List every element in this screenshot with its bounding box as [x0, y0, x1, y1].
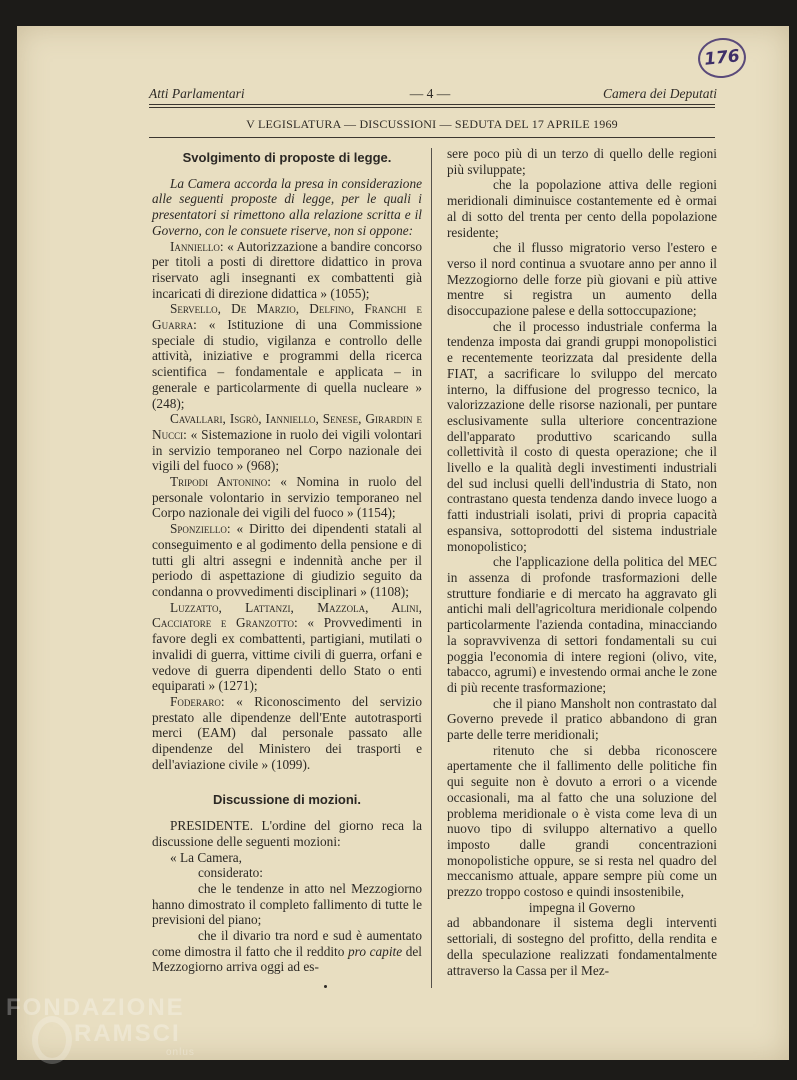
- proposal-text: : « Diritto dei dipendenti statali al conseguimento e al godimento della pensione e di tutti gli altri assegni e indennità anche per il periodo di aspettazione di giudizio seguito da condanna o provvedimenti disciplinari » (1108);: [152, 521, 422, 599]
- stamp-number: 176: [703, 46, 741, 70]
- proposal-item: [152, 301, 422, 411]
- proposal-authors: Ianniello: [170, 238, 220, 254]
- intro-paragraph: La Camera accorda la presa in considerazione alle seguenti proposte di legge, per le quali i presentatori si rimettono alla relazione scritta e il Governo, con le consuete riserve, non si oppone:: [152, 175, 422, 238]
- proposal-authors: Luzzatto, Lattanzi, Mazzola, Alini, Cacciatore e Granzotto: [152, 599, 422, 631]
- proposal-text: : « Sistemazione in ruolo dei vigili volontari in servizio temporaneo nel Corpo nazionale dei vigili del fuoco » (968);: [152, 426, 422, 474]
- watermark-line: onlus: [166, 1047, 195, 1058]
- proposal-item: [152, 521, 422, 600]
- motion-opening: « La Camera,: [170, 849, 242, 865]
- motion-considerato: considerato:: [198, 865, 263, 881]
- proposal-authors: Cavallari, Isgrò, Ianniello, Senese, Girardin e Nucci: [152, 411, 422, 442]
- right-column: [447, 146, 717, 978]
- motion-paragraph: [152, 928, 422, 975]
- proposal-text: : « Nomina in ruolo del personale volontario in servizio temporaneo nel Corpo nazionale dei vigili del fuoco » (1154);: [152, 474, 422, 521]
- header-rule: [149, 104, 715, 105]
- motion-paragraph: ad abbandonare il sistema degli interventi settoriali, di sostegno del profitto, della rendita e della speculazione realizzati fondamentalmente attraverso la Cassa per il Mez-: [447, 915, 717, 978]
- left-column: [152, 146, 422, 975]
- watermark-line: FONDAZIONE: [6, 994, 185, 1021]
- motion-commitment: impegna il Governo: [528, 899, 636, 915]
- header-right: Camera dei Deputati: [603, 86, 717, 101]
- header-rule: [149, 107, 715, 108]
- motion-paragraph: sere poco più di un terzo di quello delle regioni più sviluppate;: [447, 146, 717, 177]
- proposal-text: : « Riconoscimento del servizio prestato alle dipendenze dell'Ente autotrasporti merci (EAM) dal personale passato alle dipendenze del Ministero dei trasporti e dell'aviazione civile » (1099).: [152, 693, 422, 772]
- motion-paragraph: che il processo industriale conferma la tendenza imposta dai grandi gruppi monopolistici e recentemente teorizzata dal presidente della FIAT, a sacrificare lo sviluppo del mercato interno, la diffusione del progresso tecnico, la valorizzazione delle risorse nazionali, per puntare esclusivamente sulla ulteriore concentrazione dell'apparato produttivo scaricando sulla collettività il costo di questa operazione; che il livello e la qualità degli investimenti industriali del sud inclusi quelli dell'industria di Stato, non contrastano questa tendenza dando invece luogo a fatti industriali isolati, privi di propria capacità espansiva, sottoprodotti del sistema industriale monopolistico;: [447, 318, 717, 554]
- motion-paragraph: che le tendenze in atto nel Mezzogiorno hanno dimostrato il completo fallimento di tutte le previsioni del piano;: [152, 880, 422, 928]
- proposal-authors: Servello, De Marzio, Delfino, Franchi e Guarra: [152, 301, 422, 333]
- motion-paragraph: che il piano Mansholt non contrastato dal Governo prevede il pratico abbandono di gran parte delle terre meridionali;: [447, 695, 717, 743]
- motion-paragraph: che il flusso migratorio verso l'estero e verso il nord continua a svuotare anno per anno il Mezzogiorno delle forze più giovani e più attive mentre si registra un aumento della disoccupazione palese e della sottoccupazione;: [447, 240, 717, 319]
- session-line: V LEGISLATURA — DISCUSSIONI — SEDUTA DEL 17 APRILE 1969: [246, 117, 618, 131]
- motion-text: che il divario tra nord e sud è aumentato come dimostra il fatto che il reddito: [152, 928, 422, 959]
- proposal-authors: Foderaro: [170, 693, 221, 709]
- session-rule: [149, 137, 715, 138]
- proposal-item: [152, 411, 422, 474]
- proposal-item: [152, 694, 422, 773]
- proposal-authors: Tripodi Antonino: [170, 474, 268, 490]
- proposal-item: [152, 600, 422, 694]
- proposal-text: : « Provvedimenti in favore degli ex combattenti, partigiani, mutilati o invalidi di guerra, vittime civili di guerra, orfani e vedove di guerra dipendenti dello Stato o enti equiparati » (1271);: [152, 615, 423, 694]
- section-heading: Discussione di mozioni.: [212, 792, 362, 808]
- watermark-line: RAMSCI: [74, 1020, 181, 1047]
- motion-paragraph: che l'applicazione della politica del MEC in assenza di profonde trasformazioni delle strutture fondiarie e di mercato ha aggravato gli antichi mali dell'agricoltura meridionale colpendo particolarmente l'azienda contadina, minacciando la sopravvivenza di settori fondamentali su cui poggia l'economia di intere regioni (olivo, vite, tabacco, agrumi) e investendo ormai anche le zone di più recente trasformazione;: [447, 554, 717, 695]
- proposal-authors: Sponziello: [170, 521, 227, 537]
- motion-text: del Mezzogiorno arriva oggi ad es-: [152, 943, 423, 975]
- column-divider: [431, 148, 432, 988]
- page-number: — 4 —: [409, 86, 451, 101]
- proposal-text: : « Autorizzazione a bandire concorso per titoli a posti di direttore didattico in prova riservato agli insegnanti ex combattenti già incaricati di direzione didattica » (1055);: [152, 238, 422, 301]
- president-paragraph: PRESIDENTE. L'ordine del giorno reca la discussione delle seguenti mozioni:: [152, 818, 422, 849]
- motion-italic: pro capite: [348, 943, 403, 959]
- motion-paragraph: che la popolazione attiva delle regioni meridionali diminuisce costantemente ed è ormai al di sotto del trenta per cento della popolazione residente;: [447, 177, 717, 240]
- proposal-item: [152, 474, 422, 521]
- section-heading: Svolgimento di proposte di legge.: [182, 150, 392, 165]
- motion-paragraph: ritenuto che si debba riconoscere apertamente che il fallimento delle politiche fin qui seguite non è dovuto a errori o a vicende occasionali, ma al fatto che una soluzione del problema meridionale o è vista come leva di un nuovo tipo di sviluppo alternativo a quello imposto dalle grandi concentrazioni monopolistiche oppure, se si resta nel quadro del meccanismo attuale, appare sempre più come un prezzo troppo costoso e quindi insostenibile,: [447, 742, 717, 900]
- watermark: [6, 995, 195, 1059]
- proposal-item: [152, 239, 422, 302]
- proposal-text: : « Istituzione di una Commissione speciale di studio, vigilanza e controllo delle attività, iniziative e programmi della ricerca scientifica – fondamentale e applicata – in generale e particolarmente di quella nucleare » (248);: [152, 317, 422, 411]
- header-left: Atti Parlamentari: [149, 86, 245, 101]
- ink-dot: [324, 985, 327, 988]
